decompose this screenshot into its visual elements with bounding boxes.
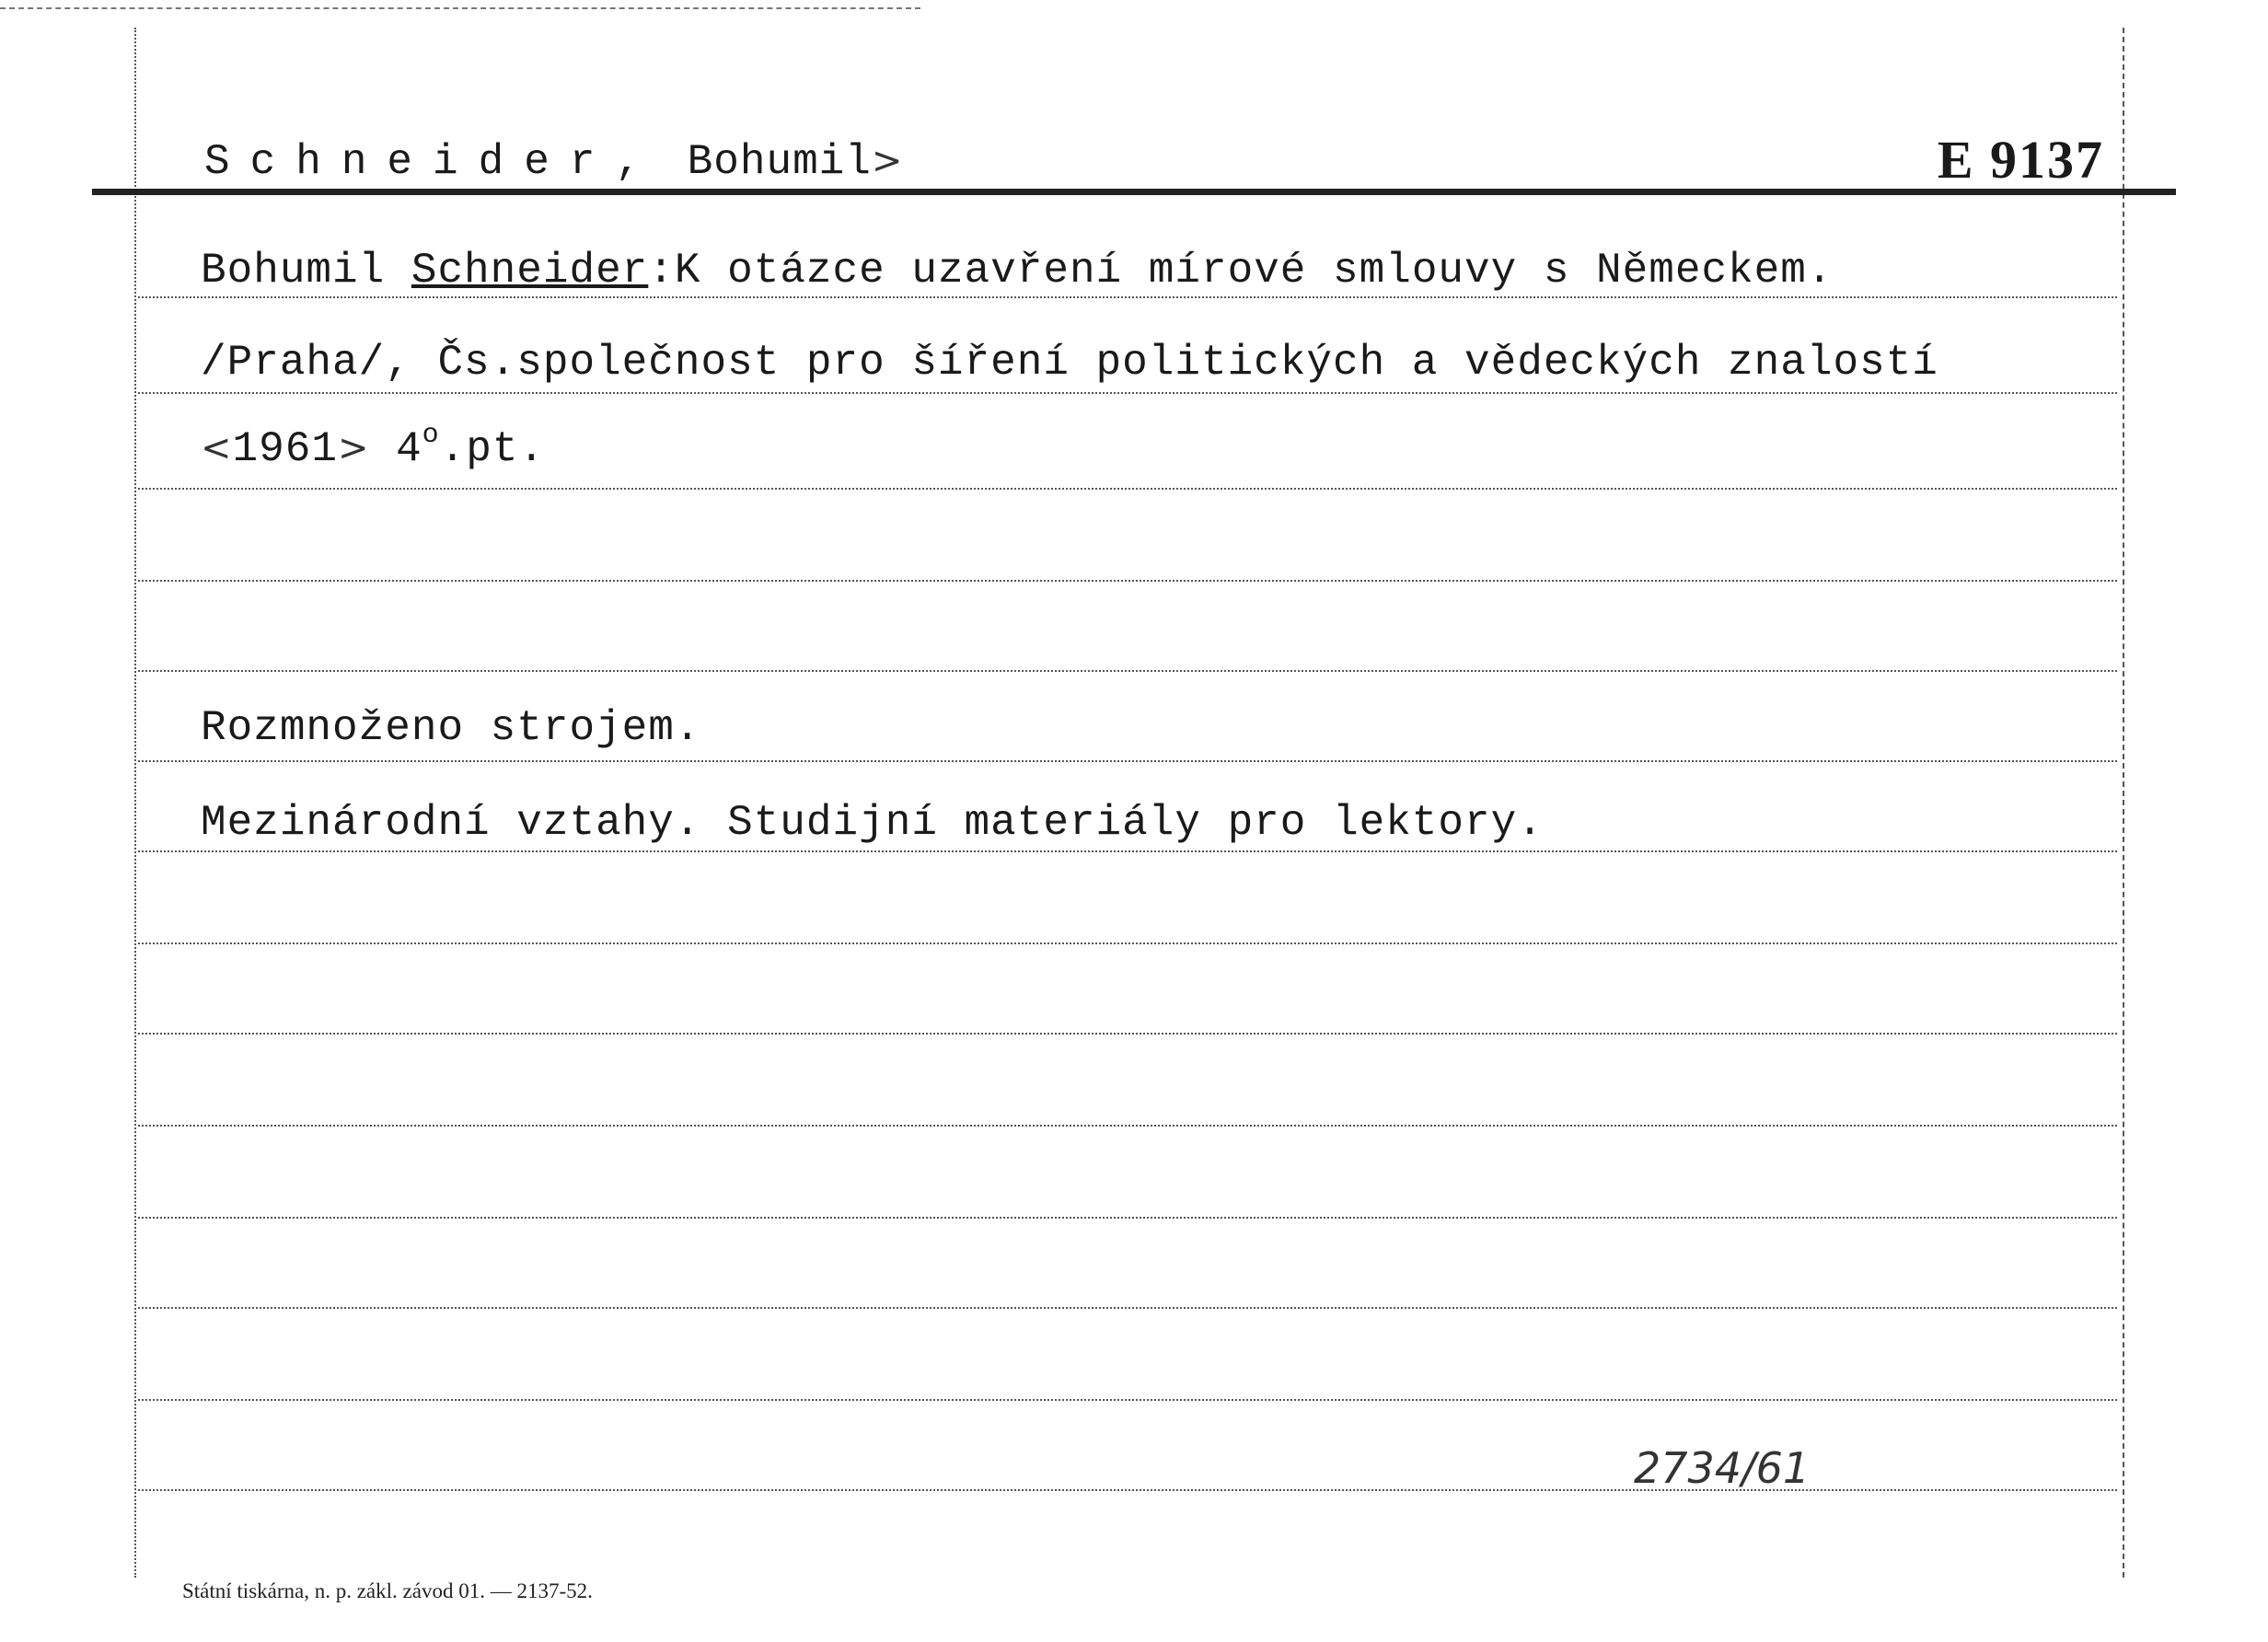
note-reproduction: Rozmnoženo strojem. <box>201 704 701 752</box>
ruled-line <box>138 1307 2117 1309</box>
author-last-name: Schneider <box>411 247 649 295</box>
ruled-line <box>138 670 2117 672</box>
ruled-line <box>138 760 2117 762</box>
ruled-line <box>138 1489 2117 1491</box>
accession-number: 2734/61 <box>1634 1443 1811 1493</box>
format: 4 <box>396 425 422 473</box>
ruled-line <box>138 1217 2117 1219</box>
description-title-line <box>201 247 1834 295</box>
heading-surname: Schneider, <box>204 138 662 186</box>
pages: .pt. <box>439 425 546 473</box>
ruled-line <box>138 1033 2117 1035</box>
bracket-mark: > <box>337 427 370 469</box>
degree-mark: o <box>422 420 440 451</box>
author-first-name: Bohumil <box>201 247 411 295</box>
right-margin-rule <box>2123 28 2124 1578</box>
shelfmark: E 9137 <box>1937 130 2104 190</box>
ruled-line <box>138 488 2117 490</box>
bracket-mark: < <box>201 427 233 469</box>
heading-rule <box>92 189 2176 195</box>
work-title: :K otázce uzavření mírové smlouvy s Německem. <box>648 247 1834 295</box>
printer-imprint: Státní tiskárna, n. p. zákl. závod 01. — 2137-52. <box>182 1579 593 1602</box>
ruled-line <box>138 1125 2117 1127</box>
heading-given-name: Bohumil <box>687 138 872 186</box>
ruled-line <box>138 1399 2117 1401</box>
description-collation-line <box>201 420 546 473</box>
ruled-line <box>138 942 2117 944</box>
description-imprint-line: /Praha/, Čs.společnost pro šíření politických a vědeckých znalostí <box>201 339 1938 387</box>
heading-author <box>204 138 903 186</box>
publication-year: 1961 <box>232 425 338 473</box>
crop-mark <box>0 7 920 9</box>
left-margin-rule <box>134 28 136 1578</box>
ruled-line <box>138 296 2117 298</box>
bracket-mark: > <box>871 140 904 182</box>
note-series: Mezinárodní vztahy. Studijní materiály pro lektory. <box>201 799 1544 847</box>
ruled-line <box>138 580 2117 582</box>
ruled-line <box>138 392 2117 394</box>
ruled-line <box>138 850 2117 852</box>
